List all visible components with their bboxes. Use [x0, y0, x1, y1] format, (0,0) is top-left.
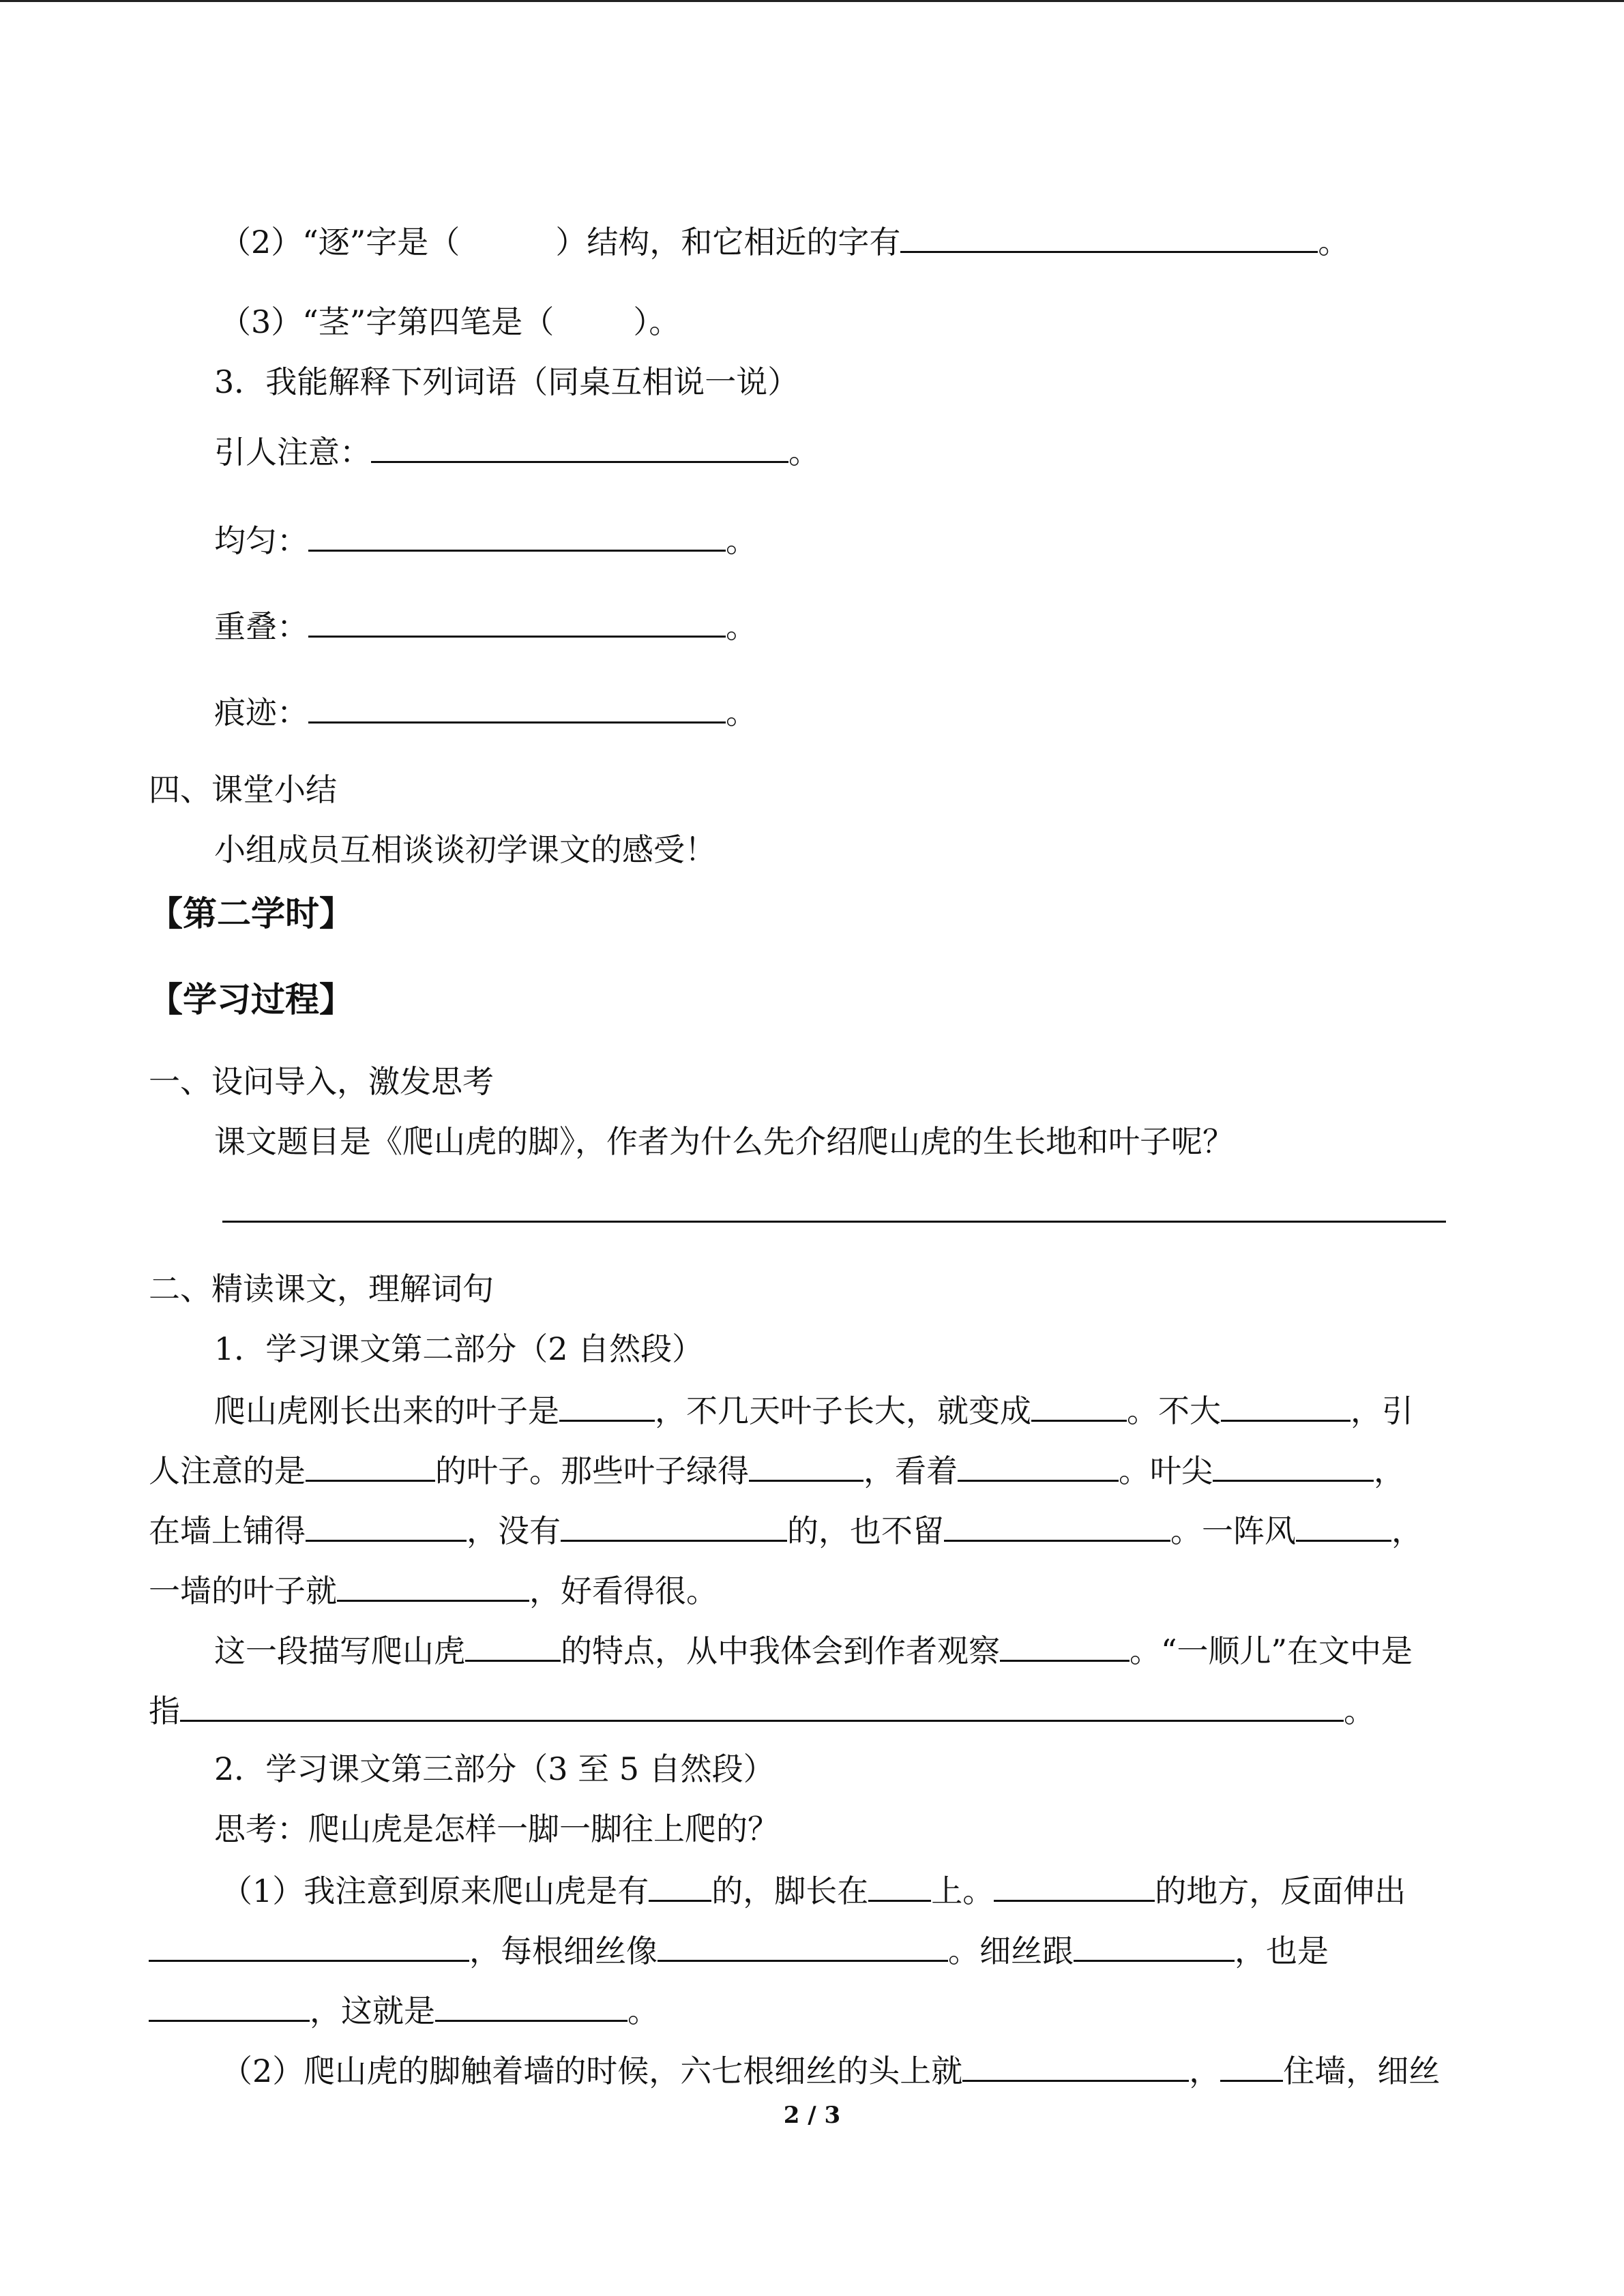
- fill2-line-4: [221, 2048, 1440, 2089]
- text-segment: （2）爬山虎的脚触着墙的时候，六七根细丝的头上就: [221, 2053, 963, 2089]
- fill-blank[interactable]: [658, 1928, 948, 1962]
- fill-blank[interactable]: [1000, 1628, 1130, 1662]
- text-segment: 爬山虎刚长出来的叶子是: [214, 1392, 559, 1429]
- fill-blank[interactable]: [1031, 1388, 1127, 1422]
- fill-blank[interactable]: [337, 1568, 529, 1602]
- text-segment: ，也是: [1235, 1933, 1329, 1969]
- text-segment: 在墙上铺得: [149, 1512, 306, 1549]
- text-segment: 。细丝跟: [948, 1933, 1074, 1969]
- word-end: 。: [726, 522, 757, 559]
- text-segment: 。叶尖: [1119, 1452, 1213, 1489]
- text-segment: 的叶子。那些叶子绿得: [435, 1452, 749, 1489]
- text-segment: 。不大: [1127, 1392, 1221, 1429]
- text-segment: ，: [1391, 1512, 1423, 1549]
- text-segment: ，看着: [863, 1452, 958, 1489]
- page-number: 2 / 3: [783, 2102, 841, 2129]
- fill-blank[interactable]: [1296, 1508, 1391, 1542]
- text-segment: ，不几天叶子长大，就变成: [655, 1392, 1031, 1429]
- fill-blank[interactable]: [1220, 2048, 1283, 2082]
- question-2-prefix: （2）“逐”字是（: [220, 224, 460, 260]
- fill-blank[interactable]: [561, 1508, 787, 1542]
- fill-blank[interactable]: [962, 2048, 1189, 2082]
- part-4-title: 四、课堂小结: [149, 771, 337, 808]
- think-question: 思考：爬山虎是怎样一脚一脚往上爬的？: [214, 1810, 779, 1847]
- fill-paragraph-line-3: [149, 1508, 1423, 1549]
- text-segment: 人注意的是: [149, 1452, 306, 1489]
- question-3-end: ）。: [633, 303, 681, 340]
- question-2-end: 。: [1318, 224, 1350, 260]
- subsection-1-title: 1．学习课文第二部分（2 自然段）: [214, 1330, 704, 1367]
- fill-blank[interactable]: [958, 1448, 1119, 1482]
- fill-blank[interactable]: [1213, 1448, 1374, 1482]
- question-2: [220, 220, 1349, 260]
- fill-paragraph-line-2: [149, 1448, 1405, 1489]
- text-segment: 住墙，细丝: [1283, 2053, 1441, 2089]
- word-answer-blank[interactable]: [308, 604, 726, 638]
- text-segment: ，: [1189, 2053, 1221, 2089]
- fill2-line-2: [149, 1928, 1329, 1969]
- text-segment: 。: [1344, 1693, 1375, 1729]
- text-segment: （1）我注意到原来爬山虎是有: [221, 1873, 649, 1909]
- question-2-middle: ）结构，和它相近的字有: [555, 224, 901, 260]
- word-item: [214, 518, 757, 559]
- word-label: 痕迹：: [214, 694, 308, 731]
- word-end: 。: [726, 608, 757, 645]
- fill-blank[interactable]: [994, 1868, 1155, 1902]
- fill-blank[interactable]: [306, 1508, 467, 1542]
- text-segment: 。一阵风: [1170, 1512, 1296, 1549]
- text-segment: 上。: [931, 1873, 994, 1909]
- fill-blank[interactable]: [306, 1448, 435, 1482]
- question-3: [220, 301, 680, 342]
- word-item: [214, 604, 757, 645]
- section-3-title: 3．我能解释下列词语（同桌互相说一说）: [214, 363, 799, 400]
- process-heading: 【学习过程】: [149, 980, 353, 1019]
- question-3-prefix: （3）“茎”字第四笔是（: [220, 303, 555, 340]
- part-1-question: 课文题目是《爬山虎的脚》，作者为什么先介绍爬山虎的生长地和叶子呢？: [214, 1123, 1234, 1160]
- part-2-title: 二、精读课文，理解词句: [149, 1270, 494, 1307]
- text-segment: ，没有: [467, 1512, 561, 1549]
- fill-paragraph-line-4: [149, 1568, 718, 1609]
- subsection-2-title: 2．学习课文第三部分（3 至 5 自然段）: [214, 1750, 775, 1787]
- fill-blank[interactable]: [1221, 1388, 1350, 1422]
- part-4-text: 小组成员互相谈谈初学课文的感受！: [214, 831, 716, 868]
- fill-blank[interactable]: [1074, 1928, 1235, 1962]
- fill-blank[interactable]: [149, 1928, 469, 1962]
- text-segment: ，好看得很。: [529, 1572, 718, 1609]
- text-segment: 这一段描写爬山虎: [214, 1632, 465, 1669]
- top-border: [0, 0, 1624, 2]
- fill-blank[interactable]: [465, 1628, 561, 1662]
- text-segment: ，引: [1350, 1392, 1413, 1429]
- word-label: 均匀：: [214, 522, 308, 559]
- word-label: 重叠：: [214, 608, 308, 645]
- word-end: 。: [788, 434, 820, 471]
- text-segment: 。: [628, 1993, 659, 2029]
- text-segment: ，每根细丝像: [469, 1933, 658, 1969]
- fill-blank[interactable]: [649, 1868, 711, 1902]
- fill-blank[interactable]: [868, 1868, 931, 1902]
- word-label: 引人注意：: [214, 434, 371, 471]
- answer-blank-2b[interactable]: [900, 220, 1318, 253]
- fill-blank[interactable]: [749, 1448, 863, 1482]
- fill-blank[interactable]: [559, 1388, 655, 1422]
- text-segment: ，这就是: [310, 1993, 435, 2029]
- text-segment: 一墙的叶子就: [149, 1572, 337, 1609]
- text-segment: 。“一顺儿”在文中是: [1130, 1632, 1413, 1669]
- text-segment: 的特点，从中我体会到作者观察: [561, 1632, 1000, 1669]
- fill-paragraph-line-5: [214, 1628, 1413, 1669]
- word-item: [214, 430, 820, 471]
- lesson-2-heading: 【第二学时】: [149, 894, 353, 934]
- text-segment: 的，脚长在: [711, 1873, 869, 1909]
- fill-blank[interactable]: [180, 1688, 1344, 1722]
- word-answer-blank[interactable]: [308, 518, 726, 552]
- word-answer-blank[interactable]: [371, 430, 788, 463]
- fill2-line-3: [149, 1988, 659, 2029]
- part-1-title: 一、设问导入，激发思考: [149, 1063, 494, 1100]
- answer-line-full[interactable]: [222, 1221, 1446, 1223]
- text-segment: 指: [149, 1693, 180, 1729]
- fill-blank[interactable]: [944, 1508, 1170, 1542]
- fill-blank[interactable]: [435, 1988, 628, 2022]
- fill-blank[interactable]: [149, 1988, 310, 2022]
- fill-paragraph-line-6: [149, 1688, 1375, 1729]
- text-segment: ，: [1374, 1452, 1405, 1489]
- fill2-line-1: [221, 1868, 1406, 1909]
- word-item: [214, 690, 757, 731]
- word-end: 。: [726, 694, 757, 731]
- fill-paragraph-line-1: [214, 1388, 1413, 1429]
- text-segment: 的地方，反面伸出: [1155, 1873, 1406, 1909]
- text-segment: 的，也不留: [787, 1512, 944, 1549]
- word-answer-blank[interactable]: [308, 690, 726, 724]
